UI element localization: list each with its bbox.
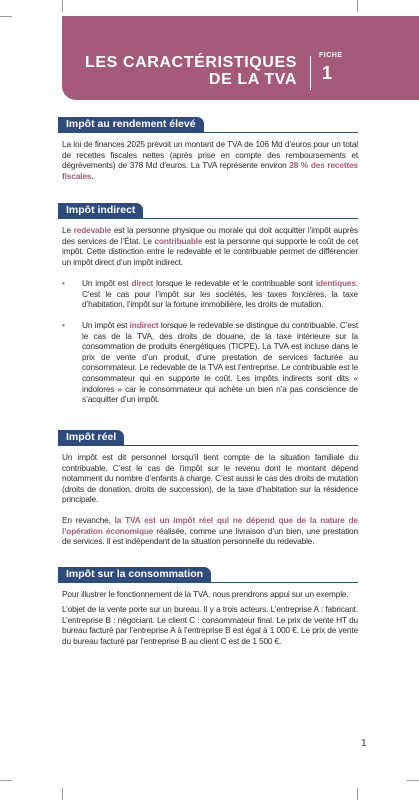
header-divider [310, 56, 311, 90]
list-item-text [82, 320, 358, 405]
text-run: La loi de finances 2025 prévoit un montant de TVA de 106 Md d’euros pour un total de recettes fiscales nettes (après prise en compte des remboursements et dégrèvements) de 378 Md d’euros. La TVA représente environ [62, 139, 358, 171]
crop-mark [0, 780, 12, 781]
crop-mark [407, 780, 419, 781]
text-run: . C’est le cas pour l’impôt sur les sociétés, les taxes foncières, la taxe d’habitation, l’impôt sur la fortune immobilière, les droits de mutation. [82, 278, 358, 310]
text-run: Le [62, 225, 74, 235]
page-title-line2: DE LA TVA [208, 71, 297, 88]
paragraph-reel-1: Un impôt est dit personnel lorsqu’il tient compte de la situation familiale du contribuable. C’est le cas de l’impôt sur le revenu dont le montant dépend notamment du nombre d’enfants à charge. C’est aussi le cas des droits de mutation (droits de donation, droits de succession), de la taxe d’habitation sur la résidence principale. [62, 452, 358, 505]
fiche-label: FICHE [319, 52, 343, 59]
highlight-text: identiques [315, 278, 356, 288]
crop-mark [357, 0, 358, 12]
text-run: . [91, 170, 94, 181]
section-rule [58, 218, 358, 219]
highlight-text: contribuable [154, 235, 203, 246]
paragraph-consommation-1: Pour illustrer le fonctionnement de la TVA, nous prendrons appui sur un exemple. [62, 589, 349, 599]
text-run: lorsque le redevable et le contribuable sont [153, 278, 316, 288]
text-run: Un impôt est [82, 320, 130, 330]
text-run: est la personne qui supporte le coût de cet impôt. Cette distinction entre le redevable et le contribuable permet de différencier un impôt direct d’un impôt indirect. [62, 235, 358, 267]
highlight-text: direct [131, 278, 154, 288]
text-run: En revanche, [62, 515, 115, 525]
text-run: est la personne physique ou morale qui doit acquitter l’impôt auprès des services de l’État. Le [62, 225, 358, 246]
paragraph-rendement [62, 139, 358, 181]
text-run: Un impôt est [82, 278, 132, 288]
text-run: réalisée, comme une livraison d’un bien, une prestation de services. Il est indépendant de la situation personnelle du redevable. [62, 525, 358, 547]
highlight-text: la TVA est un impôt réel qui ne dépend que de la nature de l’opération économique [62, 515, 358, 536]
fiche-number: 1 [322, 63, 333, 83]
section-heading-indirect: Impôt indirect [58, 203, 143, 218]
crop-mark [0, 16, 12, 17]
bullet-icon: • [62, 278, 65, 288]
section-rule [58, 582, 358, 583]
crop-mark [62, 0, 63, 12]
highlight-text: 28 % des recettes fiscales [62, 160, 358, 181]
bullet-icon: • [62, 320, 65, 330]
paragraph-reel-2 [62, 515, 358, 547]
section-rule [58, 445, 358, 446]
section-rule [58, 132, 358, 133]
crop-mark [62, 788, 63, 800]
crop-mark [357, 788, 358, 800]
section-heading-rendement: Impôt au rendement élevé [58, 117, 204, 132]
list-item-text [82, 278, 358, 310]
section-heading-reel: Impôt réel [58, 430, 124, 445]
page-title [85, 54, 297, 88]
paragraph-consommation-2: L’objet de la vente porte sur un bureau. Il y a trois acteurs. L’entreprise A : fabricant. L’entreprise B : négociant. Le client C : consommateur final. Le prix de vente HT du bureau facturé par l’entreprise A à l’entreprise B est égal à 1 000 €. Le prix de vente du bureau facturé par l’entreprise B au client C est de 1 500 €. [62, 604, 358, 646]
page-title-line1: LES CARACTÉRISTIQUES [84, 54, 297, 71]
highlight-text: indirect [129, 320, 159, 330]
highlight-text: redevable [73, 225, 112, 235]
paragraph-indirect [62, 225, 358, 267]
section-heading-consommation: Impôt sur la consommation [58, 567, 211, 582]
text-run: lorsque le redevable se distingue du contribuable. C’est le cas de la TVA, des droits de douane, de la taxe intérieure sur la consommation de produits énergétiques (TICPE). La TVA est incluse dans le prix de vente d’un produit, d’une prestation de services facturée au consommateur. Le redevable de la TVA est l’entreprise. Le contribuable est le consommateur qui en supporte le coût. Les impôts indirects sont dits « indolores » car le consommateur qui achète un bien n’a pas conscience de s’acquitter d’un impôt. [82, 320, 358, 405]
page-number: 1 [361, 738, 367, 749]
header-banner [62, 16, 419, 100]
